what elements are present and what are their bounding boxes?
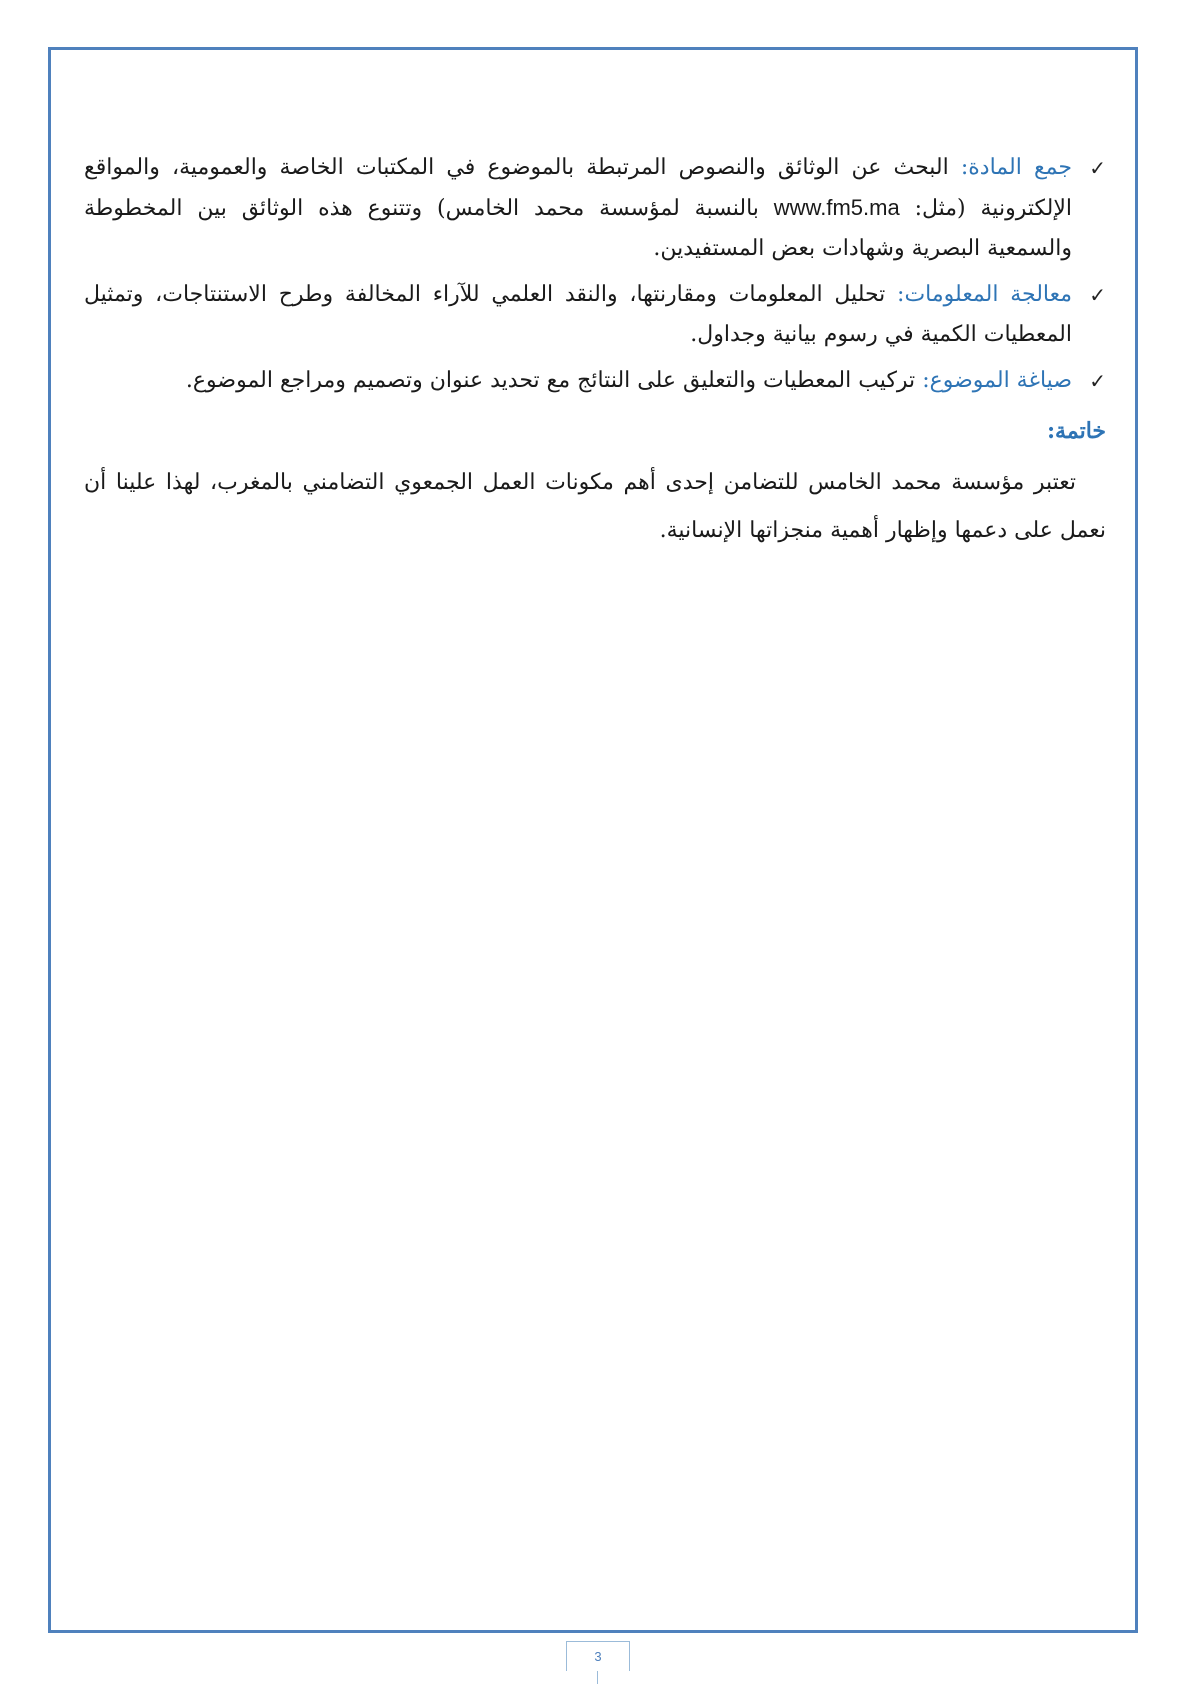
item-label: معالجة المعلومات [904,282,1072,307]
list-item-draft-topic [84,361,1106,401]
label-colon: : [960,155,969,180]
check-mark-icon: ✓ [1089,369,1106,393]
item-text: تركيب المعطيات والتعليق على النتائج مع تحديد عنوان وتصميم ومراجع الموضوع. [185,368,923,393]
item-text-continued: بالنسبة لمؤسسة محمد الخامس) وتتنوع هذه الوثائق بين المخطوطة والسمعية البصرية وشهادات بعض المستفيدين. [84,196,1072,261]
list-item-collect-material [84,148,1106,269]
check-mark-icon: ✓ [1089,283,1106,307]
steps-list [84,148,1106,401]
website-link[interactable]: www.fm5.ma [773,195,900,220]
item-text: تحليل المعلومات ومقارنتها، والنقد العلمي للآراء المخالفة وطرح الاستنتاجات، وتمثيل المعطيات الكمية في رسوم بيانية وجداول. [84,282,1072,347]
document-body [84,148,1106,555]
label-colon: : [922,368,930,393]
item-label: جمع المادة [968,155,1072,180]
page-number: 3 [566,1641,630,1671]
page-number-tick [597,1671,598,1684]
conclusion-paragraph: تعتبر مؤسسة محمد الخامس للتضامن إحدى أهم مكونات العمل الجمعوي التضامني بالمغرب، لهذا علينا أن نعمل على دعمها وإظهار أهمية منجزاتها الإنسانية. [84,470,1106,543]
item-text: البحث عن الوثائق والنصوص المرتبطة بالموضوع في المكتبات الخاصة والعمومية، والمواقع الإلكترونية (مثل: [84,155,1072,221]
item-label: صياغة الموضوع [929,368,1072,393]
conclusion-heading: خاتمة: [1046,418,1106,444]
label-colon: : [897,282,905,307]
list-item-process-information [84,275,1106,355]
check-mark-icon: ✓ [1089,156,1106,180]
